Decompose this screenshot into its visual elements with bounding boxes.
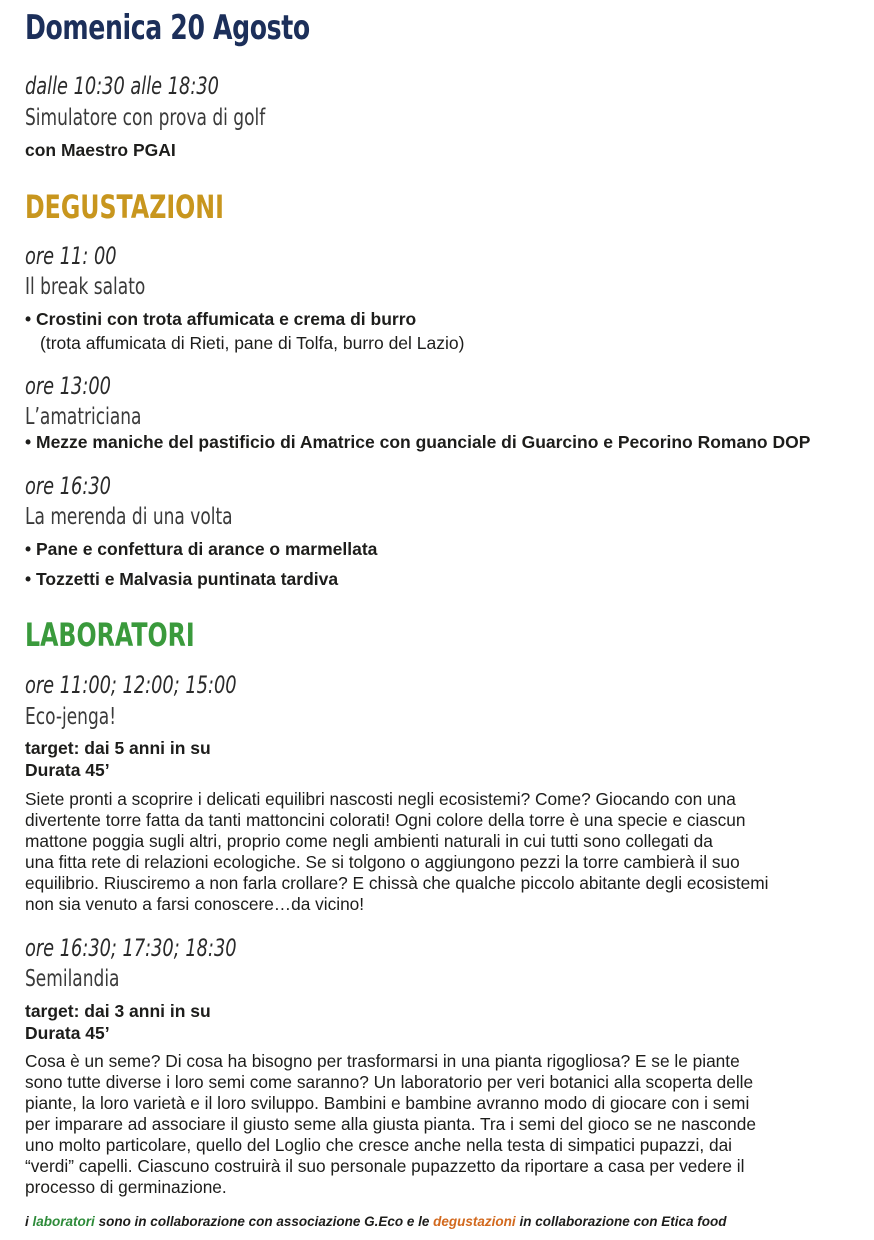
golf-time: dalle 10:30 alle 18:30 — [25, 72, 219, 100]
laboratorio-1-title: Eco-jenga! — [25, 704, 117, 730]
footer-text-2: sono in collaborazione con associazione G.Eco e le — [98, 1214, 430, 1229]
laboratorio-1-time: ore 11:00; 12:00; 15:00 — [25, 671, 237, 699]
degustazione-1-title: Il break salato — [25, 274, 146, 300]
footer-laboratori: laboratori — [32, 1214, 95, 1229]
laboratorio-1-duration: Durata 45’ — [25, 760, 110, 780]
degustazione-3-title: La merenda di una volta — [25, 504, 233, 530]
footer-text-3: in collaborazione con Etica food — [519, 1214, 727, 1229]
laboratorio-2-title: Semilandia — [25, 966, 120, 992]
laboratorio-2-description: Cosa è un seme? Di cosa ha bisogno per trasformarsi in una pianta rigogliosa? E se le piante sono tutte diverse i loro semi come saranno? Un laboratorio per veri botanici alla scoperta delle piante, la loro varietà e il loro sviluppo. Bambini e bambine avranno modo di giocare con i semi per imparare ad associare il giusto seme alla giusta pianta. Tra i semi del gioco se ne nasconde uno molto particolare, quello del Loglio che cresce anche nella testa di simpatici pupazzi, dai “verdi” capelli. Ciascuno costruirà il suo personale pupazzetto da riportare a casa per vedere il processo di germinazione. — [25, 1051, 757, 1197]
degustazione-3-item-2: • Tozzetti e Malvasia puntinata tardiva — [25, 569, 338, 590]
degustazione-1-time: ore 11: 00 — [25, 242, 117, 270]
golf-subtitle: con Maestro PGAI — [25, 140, 176, 160]
footer-degustazioni: degustazioni — [433, 1214, 516, 1229]
laboratorio-1-target: target: dai 5 anni in su — [25, 738, 211, 758]
degustazione-3-time: ore 16:30 — [25, 472, 111, 500]
golf-title: Simulatore con prova di golf — [25, 105, 266, 131]
footer-text-1: i — [25, 1214, 29, 1229]
degustazioni-heading: DEGUSTAZIONI — [25, 188, 224, 226]
laboratorio-2-target: target: dai 3 anni in su — [25, 1001, 211, 1021]
page-title: Domenica 20 Agosto — [25, 8, 310, 48]
degustazione-2-item: • Mezze maniche del pastificio di Amatrice con guanciale di Guarcino e Pecorino Romano DOP — [25, 432, 810, 453]
degustazione-1-note: (trota affumicata di Rieti, pane di Tolfa, burro del Lazio) — [40, 333, 465, 353]
laboratorio-2-time: ore 16:30; 17:30; 18:30 — [25, 934, 237, 962]
footer-note — [25, 1214, 726, 1229]
laboratori-heading: LABORATORI — [25, 616, 195, 654]
laboratorio-2-duration: Durata 45’ — [25, 1023, 110, 1043]
laboratorio-1-description: Siete pronti a scoprire i delicati equilibri nascosti negli ecosistemi? Come? Giocando con una divertente torre fatta da tanti mattoncini colorati! Ogni colore della torre è una specie e ciascun mattone poggia sugli altri, proprio come negli ambienti naturali in cui tutti sono collegati da una fitta rete di relazioni ecologiche. Se si tolgono o aggiungono pezzi la torre cambierà il suo equilibrio. Riusciremo a non farla crollare? E chissà che qualche piccolo abitante degli ecosistemi non sia venuto a farsi conoscere…da vicino! — [25, 789, 769, 914]
degustazione-1-item: • Crostini con trota affumicata e crema di burro — [25, 309, 416, 330]
degustazione-3-item-1: • Pane e confettura di arance o marmellata — [25, 539, 377, 560]
degustazione-2-time: ore 13:00 — [25, 372, 111, 400]
degustazione-2-title: L’amatriciana — [25, 404, 142, 430]
